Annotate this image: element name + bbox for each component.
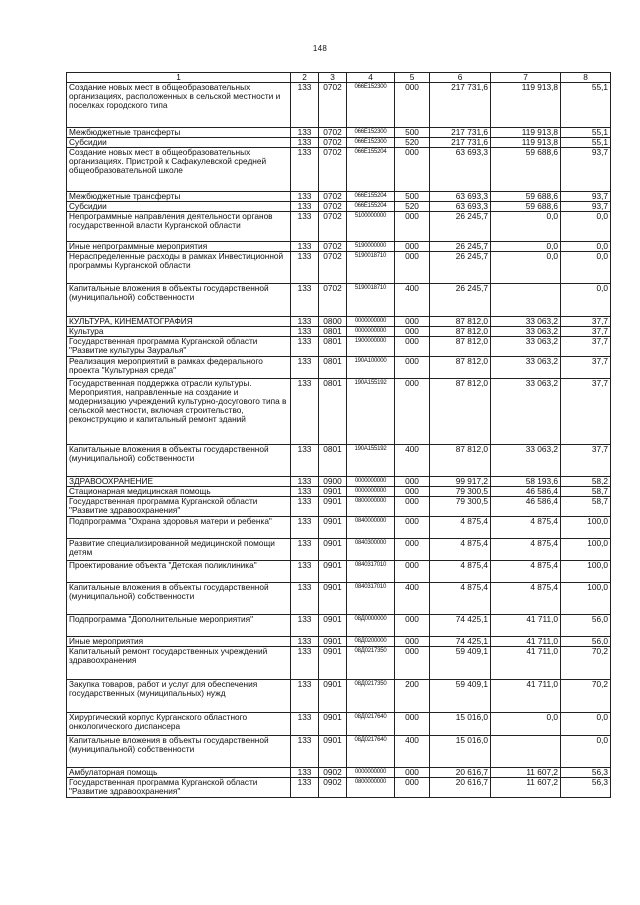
row-target-cell: 0000000000: [347, 768, 395, 778]
row-target-cell: 08Д0217350: [347, 647, 395, 680]
row-code-cell: 133: [291, 713, 319, 736]
row-target-cell: 066E152300: [347, 138, 395, 148]
row-type-cell: 400: [395, 445, 430, 477]
row-type-cell: 000: [395, 148, 430, 192]
row-name-cell: Развитие специализированной медицинской помощи детям: [67, 539, 291, 561]
row-plan-cell: 20 616,7: [430, 778, 491, 798]
row-section-cell: 0901: [319, 497, 347, 517]
row-type-cell: 000: [395, 561, 430, 583]
row-section-cell: 0801: [319, 357, 347, 379]
row-name-cell: Капитальные вложения в объекты государственной (муниципальной) собственности: [67, 445, 291, 477]
row-percent-cell: 55,1: [561, 138, 611, 148]
row-percent-cell: 55,1: [561, 128, 611, 138]
row-percent-cell: 58,7: [561, 487, 611, 497]
row-section-cell: 0702: [319, 252, 347, 284]
row-name-cell: Межбюджетные трансферты: [67, 128, 291, 138]
row-plan-cell: 4 875,4: [430, 517, 491, 539]
row-actual-cell: 41 711,0: [491, 615, 561, 637]
header-cell: 2: [291, 73, 319, 83]
row-section-cell: 0901: [319, 680, 347, 713]
row-code-cell: 133: [291, 680, 319, 713]
row-section-cell: 0901: [319, 736, 347, 768]
row-section-cell: 0901: [319, 647, 347, 680]
row-percent-cell: 37,7: [561, 317, 611, 327]
row-section-cell: 0702: [319, 202, 347, 212]
table-row: [67, 713, 611, 736]
row-plan-cell: 87 812,0: [430, 337, 491, 357]
row-actual-cell: 59 688,6: [491, 148, 561, 192]
row-section-cell: 0902: [319, 768, 347, 778]
row-plan-cell: 217 731,6: [430, 128, 491, 138]
row-target-cell: 08Д0200000: [347, 637, 395, 647]
table-row: [67, 487, 611, 497]
row-section-cell: 0901: [319, 517, 347, 539]
row-actual-cell: 33 063,2: [491, 379, 561, 445]
row-type-cell: 400: [395, 284, 430, 317]
row-name-cell: Создание новых мест в общеобразовательных организациях. Пристрой к Сафакулевской средней общеобразовательной школе: [67, 148, 291, 192]
row-target-cell: 066E155204: [347, 192, 395, 202]
row-name-cell: Межбюджетные трансферты: [67, 192, 291, 202]
row-name-cell: Иные мероприятия: [67, 637, 291, 647]
row-percent-cell: 56,0: [561, 615, 611, 637]
row-type-cell: 000: [395, 477, 430, 487]
row-plan-cell: 26 245,7: [430, 284, 491, 317]
row-plan-cell: 59 409,1: [430, 680, 491, 713]
row-code-cell: 133: [291, 561, 319, 583]
row-percent-cell: 70,2: [561, 680, 611, 713]
row-percent-cell: 93,7: [561, 192, 611, 202]
row-code-cell: 133: [291, 192, 319, 202]
table-row: [67, 561, 611, 583]
row-name-cell: ЗДРАВООХРАНЕНИЕ: [67, 477, 291, 487]
row-percent-cell: 70,2: [561, 647, 611, 680]
row-actual-cell: 119 913,8: [491, 128, 561, 138]
row-code-cell: 133: [291, 317, 319, 327]
row-code-cell: 133: [291, 778, 319, 798]
row-actual-cell: [491, 284, 561, 317]
row-plan-cell: 15 016,0: [430, 736, 491, 768]
row-target-cell: 1900000000: [347, 337, 395, 357]
row-code-cell: 133: [291, 83, 319, 128]
row-code-cell: 133: [291, 284, 319, 317]
row-plan-cell: 4 875,4: [430, 583, 491, 615]
row-actual-cell: 119 913,8: [491, 138, 561, 148]
row-name-cell: Нераспределенные расходы в рамках Инвестиционной программы Курганской области: [67, 252, 291, 284]
row-type-cell: 000: [395, 487, 430, 497]
row-plan-cell: 20 616,7: [430, 768, 491, 778]
row-name-cell: Закупка товаров, работ и услуг для обеспечения государственных (муниципальных) нужд: [67, 680, 291, 713]
row-actual-cell: 11 607,2: [491, 768, 561, 778]
row-actual-cell: 0,0: [491, 242, 561, 252]
row-type-cell: 520: [395, 202, 430, 212]
row-target-cell: 0000000000: [347, 487, 395, 497]
row-plan-cell: 4 875,4: [430, 539, 491, 561]
row-plan-cell: 217 731,6: [430, 138, 491, 148]
row-code-cell: 133: [291, 128, 319, 138]
row-target-cell: 0800000000: [347, 497, 395, 517]
row-actual-cell: 4 875,4: [491, 539, 561, 561]
row-plan-cell: 26 245,7: [430, 242, 491, 252]
row-type-cell: 000: [395, 242, 430, 252]
row-percent-cell: 37,7: [561, 337, 611, 357]
row-percent-cell: 37,7: [561, 327, 611, 337]
row-actual-cell: [491, 736, 561, 768]
row-percent-cell: 0,0: [561, 212, 611, 242]
row-code-cell: 133: [291, 148, 319, 192]
table-row: [67, 379, 611, 445]
row-name-cell: Непрограммные направления деятельности органов государственной власти Курганской области: [67, 212, 291, 242]
row-section-cell: 0801: [319, 327, 347, 337]
row-percent-cell: 100,0: [561, 583, 611, 615]
row-target-cell: 5100000000: [347, 212, 395, 242]
row-percent-cell: 56,0: [561, 637, 611, 647]
row-plan-cell: 63 693,3: [430, 192, 491, 202]
table-row: [67, 212, 611, 242]
row-type-cell: 400: [395, 736, 430, 768]
header-cell: 8: [561, 73, 611, 83]
row-plan-cell: 79 300,5: [430, 497, 491, 517]
row-actual-cell: 33 063,2: [491, 445, 561, 477]
row-target-cell: 08Д0217350: [347, 680, 395, 713]
row-actual-cell: 119 913,8: [491, 83, 561, 128]
table-row: [67, 647, 611, 680]
row-actual-cell: 41 711,0: [491, 637, 561, 647]
row-section-cell: 0901: [319, 615, 347, 637]
table-row: [67, 202, 611, 212]
row-code-cell: 133: [291, 647, 319, 680]
table-row: [67, 128, 611, 138]
table-body: [67, 73, 611, 798]
table-row: [67, 317, 611, 327]
row-target-cell: 0000000000: [347, 317, 395, 327]
row-code-cell: 133: [291, 539, 319, 561]
row-percent-cell: 93,7: [561, 148, 611, 192]
row-plan-cell: 63 693,3: [430, 202, 491, 212]
row-type-cell: 000: [395, 317, 430, 327]
row-name-cell: Культура: [67, 327, 291, 337]
row-name-cell: Подпрограмма "Дополнительные мероприятия": [67, 615, 291, 637]
row-target-cell: 190A155192: [347, 379, 395, 445]
row-target-cell: 0840000000: [347, 517, 395, 539]
row-name-cell: Капитальные вложения в объекты государственной (муниципальной) собственности: [67, 583, 291, 615]
row-name-cell: Капитальные вложения в объекты государственной (муниципальной) собственности: [67, 284, 291, 317]
row-type-cell: 000: [395, 327, 430, 337]
row-type-cell: 500: [395, 128, 430, 138]
table-row: [67, 477, 611, 487]
header-cell: 6: [430, 73, 491, 83]
row-name-cell: Подпрограмма "Охрана здоровья матери и ребенка": [67, 517, 291, 539]
table-row: [67, 337, 611, 357]
row-percent-cell: 56,3: [561, 768, 611, 778]
row-name-cell: Субсидии: [67, 202, 291, 212]
row-name-cell: Стационарная медицинская помощь: [67, 487, 291, 497]
row-plan-cell: 26 245,7: [430, 252, 491, 284]
row-section-cell: 0900: [319, 477, 347, 487]
row-actual-cell: 46 586,4: [491, 497, 561, 517]
row-percent-cell: 37,7: [561, 379, 611, 445]
row-type-cell: 000: [395, 212, 430, 242]
table-row: [67, 327, 611, 337]
row-actual-cell: 4 875,4: [491, 517, 561, 539]
row-type-cell: 500: [395, 192, 430, 202]
table-row: [67, 192, 611, 202]
row-code-cell: 133: [291, 637, 319, 647]
row-plan-cell: 217 731,6: [430, 83, 491, 128]
row-actual-cell: 59 688,6: [491, 202, 561, 212]
row-actual-cell: 41 711,0: [491, 647, 561, 680]
row-percent-cell: 37,7: [561, 445, 611, 477]
row-section-cell: 0902: [319, 778, 347, 798]
row-target-cell: 08Д0217640: [347, 713, 395, 736]
row-target-cell: 5190018710: [347, 252, 395, 284]
row-plan-cell: 87 812,0: [430, 379, 491, 445]
row-percent-cell: 55,1: [561, 83, 611, 128]
row-target-cell: 08Д0000000: [347, 615, 395, 637]
row-type-cell: 000: [395, 778, 430, 798]
table-row: [67, 357, 611, 379]
row-percent-cell: 58,7: [561, 497, 611, 517]
row-type-cell: 200: [395, 680, 430, 713]
row-target-cell: 066E155204: [347, 202, 395, 212]
row-section-cell: 0702: [319, 212, 347, 242]
row-name-cell: Государственная программа Курганской области "Развитие здравоохранения": [67, 497, 291, 517]
row-section-cell: 0702: [319, 148, 347, 192]
table-row: [67, 445, 611, 477]
row-code-cell: 133: [291, 337, 319, 357]
row-actual-cell: 46 586,4: [491, 487, 561, 497]
row-actual-cell: 59 688,6: [491, 192, 561, 202]
row-type-cell: 000: [395, 337, 430, 357]
row-actual-cell: 58 193,6: [491, 477, 561, 487]
row-target-cell: 08Д0217640: [347, 736, 395, 768]
row-code-cell: 133: [291, 497, 319, 517]
row-type-cell: 520: [395, 138, 430, 148]
table-row: [67, 284, 611, 317]
row-percent-cell: 56,3: [561, 778, 611, 798]
table-row: [67, 583, 611, 615]
row-percent-cell: 0,0: [561, 242, 611, 252]
row-code-cell: 133: [291, 138, 319, 148]
row-target-cell: 190A100000: [347, 357, 395, 379]
header-cell: 1: [67, 73, 291, 83]
row-percent-cell: 100,0: [561, 517, 611, 539]
row-actual-cell: 4 875,4: [491, 561, 561, 583]
row-code-cell: 133: [291, 583, 319, 615]
row-code-cell: 133: [291, 615, 319, 637]
table-row: [67, 83, 611, 128]
row-type-cell: 000: [395, 615, 430, 637]
row-type-cell: 400: [395, 583, 430, 615]
table-row: [67, 680, 611, 713]
table-row: [67, 138, 611, 148]
row-actual-cell: 41 711,0: [491, 680, 561, 713]
row-code-cell: 133: [291, 242, 319, 252]
row-actual-cell: 4 875,4: [491, 583, 561, 615]
row-actual-cell: 33 063,2: [491, 327, 561, 337]
row-section-cell: 0702: [319, 83, 347, 128]
row-code-cell: 133: [291, 445, 319, 477]
row-percent-cell: 37,7: [561, 357, 611, 379]
row-section-cell: 0901: [319, 561, 347, 583]
row-actual-cell: 0,0: [491, 212, 561, 242]
row-code-cell: 133: [291, 252, 319, 284]
row-type-cell: 000: [395, 252, 430, 284]
table-row: [67, 148, 611, 192]
row-code-cell: 133: [291, 212, 319, 242]
row-code-cell: 133: [291, 379, 319, 445]
row-percent-cell: 0,0: [561, 713, 611, 736]
row-percent-cell: 0,0: [561, 736, 611, 768]
table-row: [67, 539, 611, 561]
row-target-cell: 190A155192: [347, 445, 395, 477]
row-section-cell: 0702: [319, 138, 347, 148]
row-code-cell: 133: [291, 736, 319, 768]
table-row: [67, 637, 611, 647]
row-name-cell: Хирургический корпус Курганского областного онкологического диспансера: [67, 713, 291, 736]
row-section-cell: 0800: [319, 317, 347, 327]
row-target-cell: 0000000000: [347, 327, 395, 337]
row-target-cell: 0800000000: [347, 778, 395, 798]
header-row: [67, 73, 611, 83]
row-plan-cell: 74 425,1: [430, 615, 491, 637]
row-type-cell: 000: [395, 357, 430, 379]
row-actual-cell: 11 607,2: [491, 778, 561, 798]
row-type-cell: 000: [395, 539, 430, 561]
row-percent-cell: 0,0: [561, 252, 611, 284]
row-percent-cell: 100,0: [561, 539, 611, 561]
row-plan-cell: 79 300,5: [430, 487, 491, 497]
row-plan-cell: 63 693,3: [430, 148, 491, 192]
table-row: [67, 778, 611, 798]
row-code-cell: 133: [291, 327, 319, 337]
header-cell: 7: [491, 73, 561, 83]
header-cell: 4: [347, 73, 395, 83]
table-row: [67, 242, 611, 252]
row-type-cell: 000: [395, 379, 430, 445]
row-name-cell: Субсидии: [67, 138, 291, 148]
row-target-cell: 0840317010: [347, 583, 395, 615]
row-name-cell: Создание новых мест в общеобразовательных организациях, расположенных в сельской местности и поселках городского типа: [67, 83, 291, 128]
row-code-cell: 133: [291, 357, 319, 379]
row-section-cell: 0801: [319, 445, 347, 477]
row-percent-cell: 58,2: [561, 477, 611, 487]
row-target-cell: 066E152300: [347, 83, 395, 128]
row-plan-cell: 26 245,7: [430, 212, 491, 242]
row-plan-cell: 87 812,0: [430, 327, 491, 337]
row-type-cell: 000: [395, 647, 430, 680]
row-section-cell: 0901: [319, 713, 347, 736]
row-actual-cell: 33 063,2: [491, 317, 561, 327]
row-section-cell: 0901: [319, 637, 347, 647]
table-row: [67, 615, 611, 637]
table-row: [67, 736, 611, 768]
row-code-cell: 133: [291, 202, 319, 212]
row-target-cell: 0840317010: [347, 561, 395, 583]
row-section-cell: 0801: [319, 337, 347, 357]
table-row: [67, 768, 611, 778]
row-plan-cell: 59 409,1: [430, 647, 491, 680]
row-section-cell: 0801: [319, 379, 347, 445]
row-name-cell: Государственная программа Курганской области "Развитие здравоохранения": [67, 778, 291, 798]
row-plan-cell: 99 917,2: [430, 477, 491, 487]
table-row: [67, 497, 611, 517]
row-target-cell: 5190018710: [347, 284, 395, 317]
row-name-cell: Государственная поддержка отрасли культуры. Мероприятия, направленные на создание и модернизацию учреждений культурно-досугового типа в сельской местности, включая строительство, реконструкцию и капитальный ремонт зданий: [67, 379, 291, 445]
row-type-cell: 000: [395, 768, 430, 778]
table-row: [67, 517, 611, 539]
row-plan-cell: 15 016,0: [430, 713, 491, 736]
row-type-cell: 000: [395, 497, 430, 517]
row-section-cell: 0901: [319, 487, 347, 497]
row-name-cell: Проектирование объекта "Детская поликлиника": [67, 561, 291, 583]
row-name-cell: Капитальные вложения в объекты государственной (муниципальной) собственности: [67, 736, 291, 768]
row-name-cell: Государственная программа Курганской области "Развитие культуры Зауралья": [67, 337, 291, 357]
row-section-cell: 0702: [319, 128, 347, 138]
row-plan-cell: 74 425,1: [430, 637, 491, 647]
row-plan-cell: 4 875,4: [430, 561, 491, 583]
row-code-cell: 133: [291, 768, 319, 778]
row-name-cell: Амбулаторная помощь: [67, 768, 291, 778]
row-percent-cell: 93,7: [561, 202, 611, 212]
page-number: 148: [312, 44, 328, 53]
row-name-cell: КУЛЬТУРА, КИНЕМАТОГРАФИЯ: [67, 317, 291, 327]
header-cell: 3: [319, 73, 347, 83]
row-percent-cell: 100,0: [561, 561, 611, 583]
row-type-cell: 000: [395, 517, 430, 539]
row-section-cell: 0901: [319, 583, 347, 615]
row-target-cell: 0000000000: [347, 477, 395, 487]
row-actual-cell: 33 063,2: [491, 357, 561, 379]
row-actual-cell: 0,0: [491, 713, 561, 736]
row-actual-cell: 33 063,2: [491, 337, 561, 357]
row-type-cell: 000: [395, 713, 430, 736]
row-section-cell: 0702: [319, 192, 347, 202]
row-plan-cell: 87 812,0: [430, 357, 491, 379]
row-code-cell: 133: [291, 517, 319, 539]
row-name-cell: Капитальный ремонт государственных учреждений здравоохранения: [67, 647, 291, 680]
row-target-cell: 066E152300: [347, 128, 395, 138]
row-code-cell: 133: [291, 487, 319, 497]
row-section-cell: 0702: [319, 242, 347, 252]
table-row: [67, 252, 611, 284]
row-code-cell: 133: [291, 477, 319, 487]
row-name-cell: Реализация мероприятий в рамках федерального проекта "Культурная среда": [67, 357, 291, 379]
row-plan-cell: 87 812,0: [430, 445, 491, 477]
row-percent-cell: 0,0: [561, 284, 611, 317]
header-cell: 5: [395, 73, 430, 83]
row-plan-cell: 87 812,0: [430, 317, 491, 327]
row-actual-cell: 0,0: [491, 252, 561, 284]
budget-table: [66, 72, 611, 798]
row-target-cell: 5190000000: [347, 242, 395, 252]
row-type-cell: 000: [395, 83, 430, 128]
row-section-cell: 0901: [319, 539, 347, 561]
row-target-cell: 066E155204: [347, 148, 395, 192]
row-name-cell: Иные непрограммные мероприятия: [67, 242, 291, 252]
row-section-cell: 0702: [319, 284, 347, 317]
row-target-cell: 0840300000: [347, 539, 395, 561]
row-type-cell: 000: [395, 637, 430, 647]
